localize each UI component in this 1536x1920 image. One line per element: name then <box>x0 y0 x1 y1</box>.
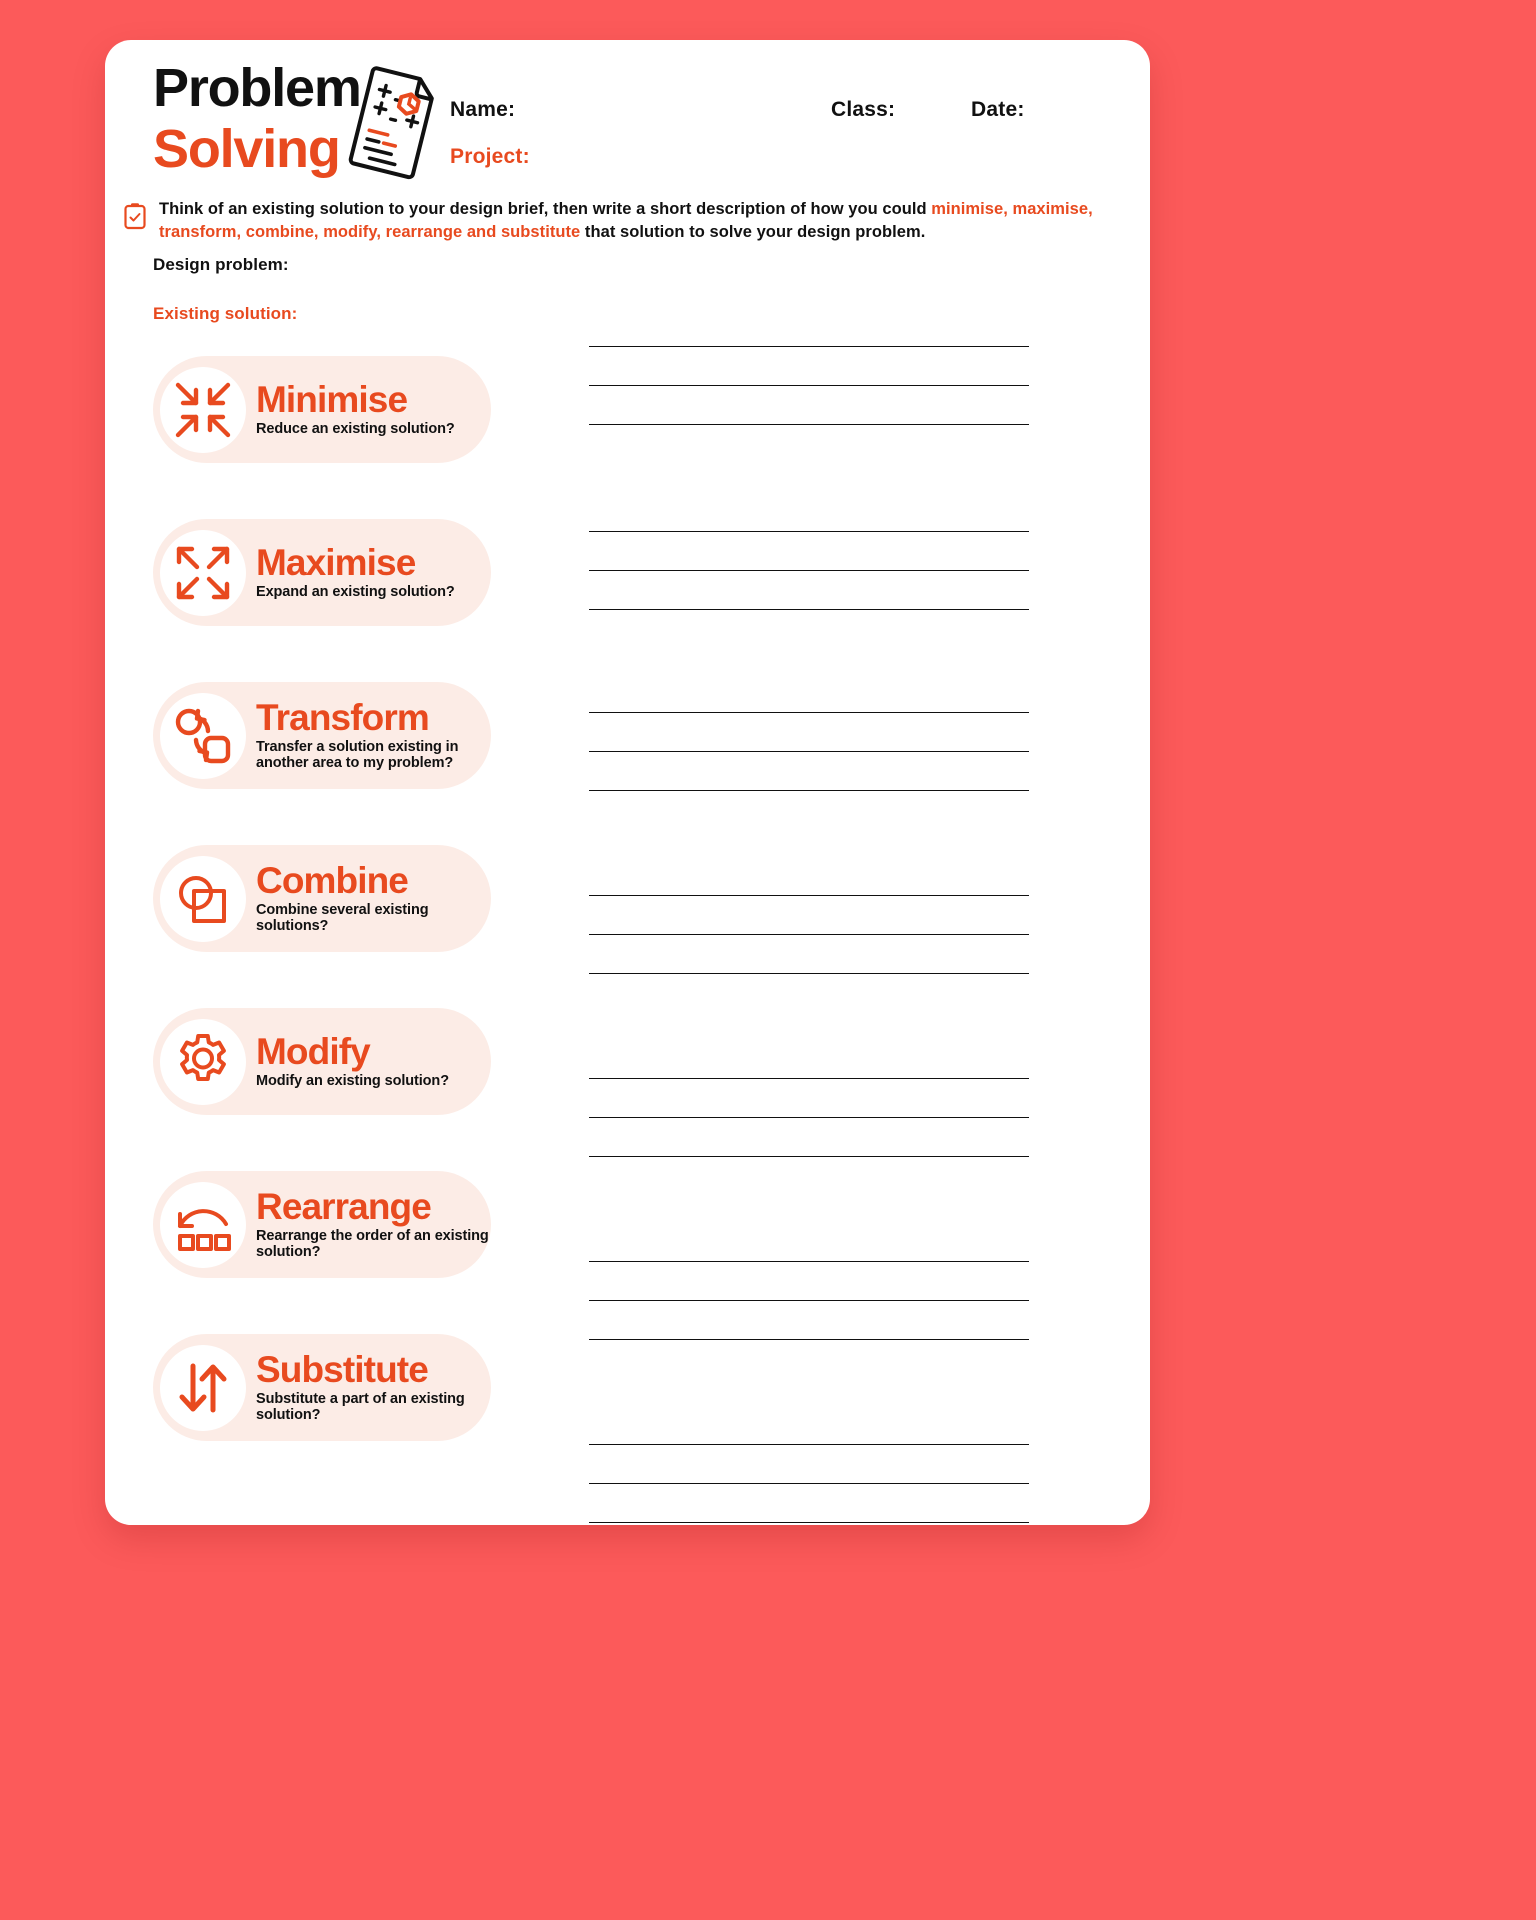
answer-line[interactable] <box>589 531 1029 532</box>
answer-lines[interactable] <box>589 1444 1029 1523</box>
instruction-part1: Think of an existing solution to your design brief, then write a short description of how you could <box>159 200 932 218</box>
instruction-text <box>159 198 1119 245</box>
strategy-row <box>105 676 1150 839</box>
class-field-label: Class: <box>831 98 896 121</box>
answer-lines[interactable] <box>589 346 1029 425</box>
answer-line[interactable] <box>589 385 1029 386</box>
pill-subtitle: Rearrange the order of an existing solution? <box>256 1227 489 1261</box>
strategy-pill-rearrange[interactable] <box>153 1171 491 1278</box>
instruction-row <box>119 198 1129 245</box>
pill-text <box>256 1348 491 1424</box>
strategy-pill-combine[interactable] <box>153 845 491 952</box>
title-line-solving: Solving <box>153 118 340 179</box>
arrows-collapse-inward-icon <box>160 367 246 453</box>
answer-line[interactable] <box>589 895 1029 896</box>
up-down-arrows-icon <box>160 1345 246 1431</box>
clipboard-check-icon <box>123 202 147 230</box>
circle-square-overlap-icon <box>160 856 246 942</box>
answer-line[interactable] <box>589 1444 1029 1445</box>
answer-line[interactable] <box>589 570 1029 571</box>
document-checklist-icon <box>343 62 445 182</box>
answer-line[interactable] <box>589 346 1029 347</box>
answer-line[interactable] <box>589 1261 1029 1262</box>
page-title <box>153 60 361 177</box>
strategy-row <box>105 839 1150 1002</box>
strategy-pill-transform[interactable] <box>153 682 491 789</box>
answer-line[interactable] <box>589 934 1029 935</box>
strategy-row <box>105 513 1150 676</box>
strategy-rows <box>105 350 1150 1491</box>
undo-arc-squares-icon <box>160 1182 246 1268</box>
pill-subtitle: Substitute a part of an existing solution? <box>256 1390 465 1424</box>
gear-icon <box>160 1019 246 1105</box>
worksheet-header <box>105 40 1150 190</box>
pill-text <box>256 859 491 935</box>
instruction-part2: that solution to solve your design problem. <box>580 223 926 242</box>
pill-text <box>256 1030 449 1089</box>
strategy-pill-modify[interactable] <box>153 1008 491 1115</box>
answer-lines[interactable] <box>589 1078 1029 1157</box>
answer-line[interactable] <box>589 1483 1029 1484</box>
project-field-label: Project: <box>450 145 530 168</box>
strategy-pill-minimise[interactable] <box>153 356 491 463</box>
instruction-keywords: minimise, maximise, transform, combine, modify, rearrange and substitute <box>159 200 1093 242</box>
pill-subtitle: Expand an existing solution? <box>256 584 455 600</box>
strategy-pill-substitute[interactable] <box>153 1334 491 1441</box>
design-problem-label: Design problem: <box>153 255 289 274</box>
date-field-label: Date: <box>971 98 1025 121</box>
strategy-row <box>105 1328 1150 1491</box>
answer-line[interactable] <box>589 1156 1029 1157</box>
answer-line[interactable] <box>589 424 1029 425</box>
strategy-row <box>105 1002 1150 1165</box>
answer-line[interactable] <box>589 1117 1029 1118</box>
answer-lines[interactable] <box>589 531 1029 610</box>
answer-lines[interactable] <box>589 712 1029 791</box>
pill-subtitle: Combine several existing solutions? <box>256 901 429 935</box>
arrows-expand-outward-icon <box>160 530 246 616</box>
answer-line[interactable] <box>589 609 1029 610</box>
worksheet-card <box>105 40 1150 1525</box>
answer-lines[interactable] <box>589 895 1029 974</box>
strategy-row <box>105 350 1150 513</box>
answer-line[interactable] <box>589 790 1029 791</box>
pill-subtitle: Modify an existing solution? <box>256 1073 449 1089</box>
answer-line[interactable] <box>589 973 1029 974</box>
pill-text <box>256 541 455 600</box>
pill-title: Transform <box>256 696 429 738</box>
name-field-label: Name: <box>450 98 516 121</box>
answer-line[interactable] <box>589 1522 1029 1523</box>
pill-subtitle: Transfer a solution existing in another area to my problem? <box>256 738 459 772</box>
answer-line[interactable] <box>589 712 1029 713</box>
strategy-row <box>105 1165 1150 1328</box>
answer-line[interactable] <box>589 1078 1029 1079</box>
existing-solution-label: Existing solution: <box>153 304 298 323</box>
circle-square-swap-icon <box>160 693 246 779</box>
pill-title: Maximise <box>256 541 416 583</box>
answer-line[interactable] <box>589 1300 1029 1301</box>
pill-text <box>256 378 455 437</box>
pill-text <box>256 696 491 772</box>
pill-title: Minimise <box>256 378 408 420</box>
strategy-pill-maximise[interactable] <box>153 519 491 626</box>
pill-subtitle: Reduce an existing solution? <box>256 421 455 437</box>
pill-title: Modify <box>256 1030 370 1072</box>
title-line-problem: Problem <box>153 58 361 118</box>
pill-title: Combine <box>256 859 408 901</box>
pill-text <box>256 1185 491 1261</box>
pill-title: Rearrange <box>256 1185 431 1227</box>
pill-title: Substitute <box>256 1348 428 1390</box>
answer-line[interactable] <box>589 751 1029 752</box>
